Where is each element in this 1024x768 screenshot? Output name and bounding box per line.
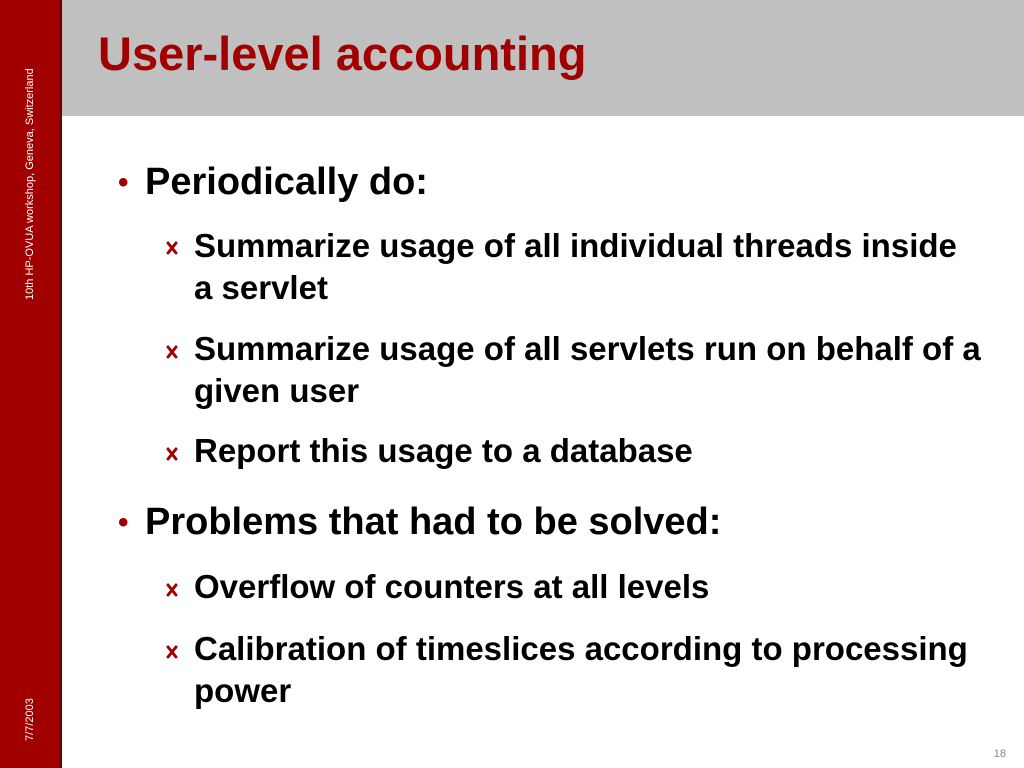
sidebar-org-text: 10th HP-OVUA workshop, Geneva, Switzerland xyxy=(24,68,36,300)
bullet-item: Problems that had to be solved: xyxy=(145,501,722,543)
cross-bullet-icon xyxy=(165,345,179,359)
slide-title: User-level accounting xyxy=(98,27,587,80)
cross-bullet-icon xyxy=(165,583,179,597)
cross-bullet-icon xyxy=(165,241,179,255)
sub-bullet-item: Overflow of counters at all levels xyxy=(194,568,710,605)
sidebar-date: 7/7/2003 xyxy=(24,698,36,741)
dot-bullet-icon: • xyxy=(118,166,129,199)
sub-bullet-item: Calibration of timeslices according to processing power xyxy=(194,630,968,709)
dot-bullet-icon: • xyxy=(118,506,129,539)
cross-bullet-icon xyxy=(165,645,179,659)
sub-bullet-item: Report this usage to a database xyxy=(194,432,693,469)
sub-bullet-item: Summarize usage of all servlets run on behalf of a given user xyxy=(194,330,981,409)
page-number: 18 xyxy=(993,748,1006,760)
sub-bullet-item: Summarize usage of all individual threads inside a servlet xyxy=(194,227,957,306)
cross-bullet-icon xyxy=(165,447,179,461)
bullet-item: Periodically do: xyxy=(145,161,428,203)
